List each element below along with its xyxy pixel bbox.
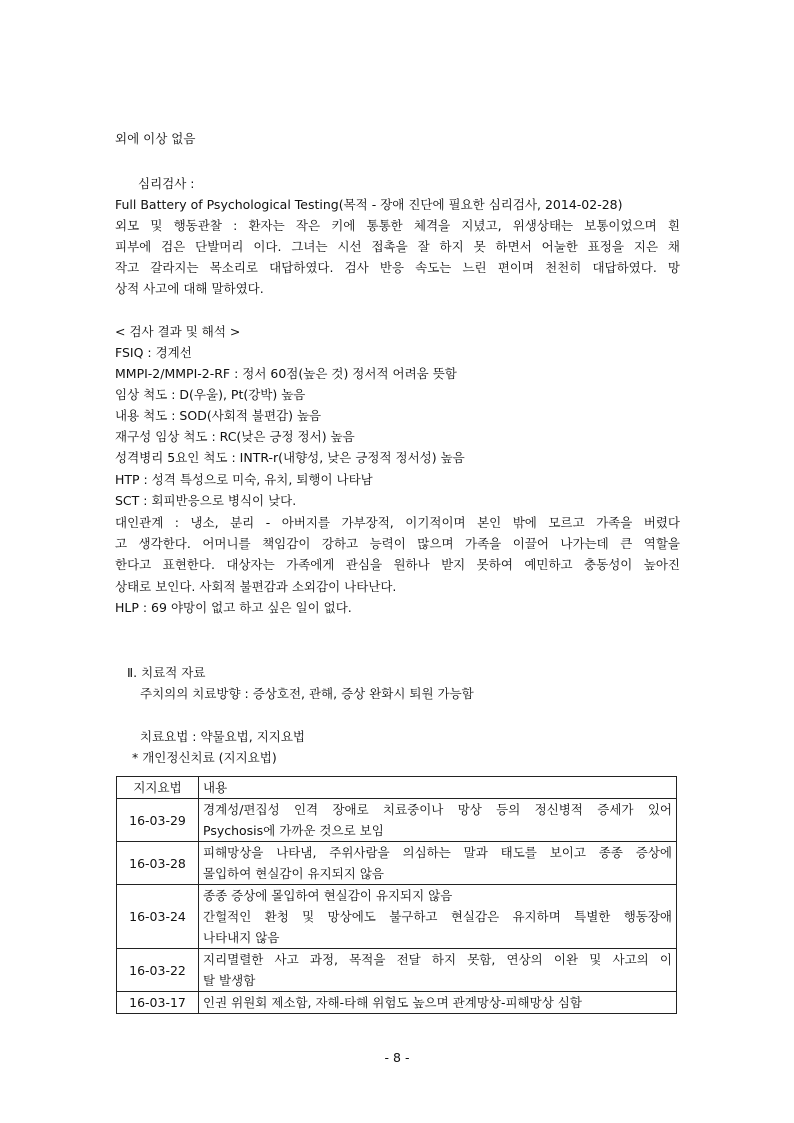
page-number: - 8 - bbox=[384, 1050, 410, 1065]
paragraph-line: 작고 갈라지는 목소리로 대답하였다. 검사 반응 속도는 느린 편이며 천천히 대답하였다. 망 bbox=[115, 260, 680, 275]
paragraph-line: Full Battery of Psychological Testing(목적 - 장애 진단에 필요한 심리검사, 2014-02-28) bbox=[115, 197, 623, 212]
result-line: 재구성 임상 척도 : RC(낮은 긍정 정서) 높음 bbox=[115, 429, 355, 444]
cell-line: 간헐적인 환청 및 망상에도 불구하고 현실감은 유지하며 특별한 행동장애 bbox=[203, 909, 672, 924]
section-heading: Ⅱ. 치료적 자료 bbox=[127, 665, 206, 680]
content-cell bbox=[199, 885, 677, 949]
date-cell: 16-03-22 bbox=[117, 949, 199, 992]
content-cell bbox=[199, 842, 677, 885]
cell-line: Psychosis에 가까운 것으로 보임 bbox=[203, 823, 384, 838]
result-line: SCT : 회피반응으로 병식이 낮다. bbox=[115, 493, 297, 508]
content-cell bbox=[199, 949, 677, 992]
date-cell: 16-03-24 bbox=[117, 885, 199, 949]
result-line: FSIQ : 경계선 bbox=[115, 345, 192, 360]
date-cell: 16-03-29 bbox=[117, 799, 199, 842]
paragraph-line: 외에 이상 없음 bbox=[115, 131, 196, 146]
content-cell bbox=[199, 992, 677, 1014]
cell-line: 경계성/편집성 인격 장애로 치료중이나 망상 등의 정신병적 증세가 있어 bbox=[203, 802, 672, 817]
section-heading: 심리검사 : bbox=[138, 176, 195, 191]
section-heading: < 검사 결과 및 해석 > bbox=[115, 324, 241, 339]
therapy-table bbox=[116, 776, 677, 1014]
date-cell: 16-03-17 bbox=[117, 992, 199, 1014]
paragraph-line: 상적 사고에 대해 말하였다. bbox=[115, 281, 264, 296]
table-row bbox=[117, 799, 677, 842]
paragraph-line: 외모 및 행동관찰 : 환자는 작은 키에 통통한 체격을 지녔고, 위생상태는 보통이었으며 흰 bbox=[115, 218, 680, 233]
result-line: 성격병리 5요인 척도 : INTR-r(내향성, 낮은 긍정적 정서성) 높음 bbox=[115, 450, 465, 465]
cell-line: 종종 증상에 몰입하여 현실감이 유지되지 않음 bbox=[203, 888, 453, 903]
result-line: 임상 척도 : D(우울), Pt(강박) 높음 bbox=[115, 387, 306, 402]
table-row bbox=[117, 949, 677, 992]
table-row bbox=[117, 842, 677, 885]
result-line: HTP : 성격 특성으로 미숙, 유치, 퇴행이 나타남 bbox=[115, 472, 373, 487]
result-line: 대인관계 : 냉소, 분리 - 아버지를 가부장적, 이기적이며 본인 밖에 모르고 가족을 버렸다 bbox=[115, 515, 680, 530]
date-cell: 16-03-28 bbox=[117, 842, 199, 885]
content-cell bbox=[199, 799, 677, 842]
cell-line: 나타내지 않음 bbox=[203, 930, 280, 945]
result-line: 내용 척도 : SOD(사회적 불편감) 높음 bbox=[115, 408, 322, 423]
result-line: MMPI-2/MMPI-2-RF : 정서 60점(높은 것) 정서적 어려움 뜻함 bbox=[115, 366, 457, 381]
result-line: 상태로 보인다. 사회적 불편감과 소외감이 나타난다. bbox=[115, 579, 397, 594]
cell-line: 탈 발생함 bbox=[203, 973, 256, 988]
cell-line: 지리멸렬한 사고 과정, 목적을 전달 하지 못함, 연상의 이완 및 사고의 이 bbox=[203, 952, 672, 967]
paragraph-line: 주치의의 치료방향 : 증상호전, 관해, 증상 완화시 퇴원 가능함 bbox=[140, 686, 474, 701]
result-line: HLP : 69 야망이 없고 하고 싶은 일이 없다. bbox=[115, 600, 352, 615]
table-header-cell: 지지요법 bbox=[117, 777, 199, 799]
table-row bbox=[117, 992, 677, 1014]
cell-line: 인권 위원회 제소함, 자해-타해 위험도 높으며 관계망상-피해망상 심함 bbox=[203, 995, 582, 1010]
table-row bbox=[117, 885, 677, 949]
cell-line: 피해망상을 나타냄, 주위사람을 의심하는 말과 태도를 보이고 종종 증상에 bbox=[203, 845, 672, 860]
table-header-row bbox=[117, 777, 677, 799]
result-line: 고 생각한다. 어머니를 책임감이 강하고 능력이 많으며 가족을 이끌어 나가는데 큰 역할을 bbox=[115, 536, 680, 551]
paragraph-line: 치료요법 : 약물요법, 지지요법 bbox=[140, 729, 306, 744]
paragraph-line: * 개인정신치료 (지지요법) bbox=[132, 750, 277, 765]
result-line: 한다고 표현한다. 대상자는 가족에게 관심을 원하나 받지 못하여 예민하고 충동성이 높아진 bbox=[115, 557, 680, 572]
table-header-cell: 내용 bbox=[199, 777, 677, 799]
paragraph-line: 피부에 검은 단발머리 이다. 그녀는 시선 접촉을 잘 하지 못 하면서 어눌한 표정을 지은 채 bbox=[115, 239, 680, 254]
cell-line: 몰입하여 현실감이 유지되지 않음 bbox=[203, 866, 384, 881]
